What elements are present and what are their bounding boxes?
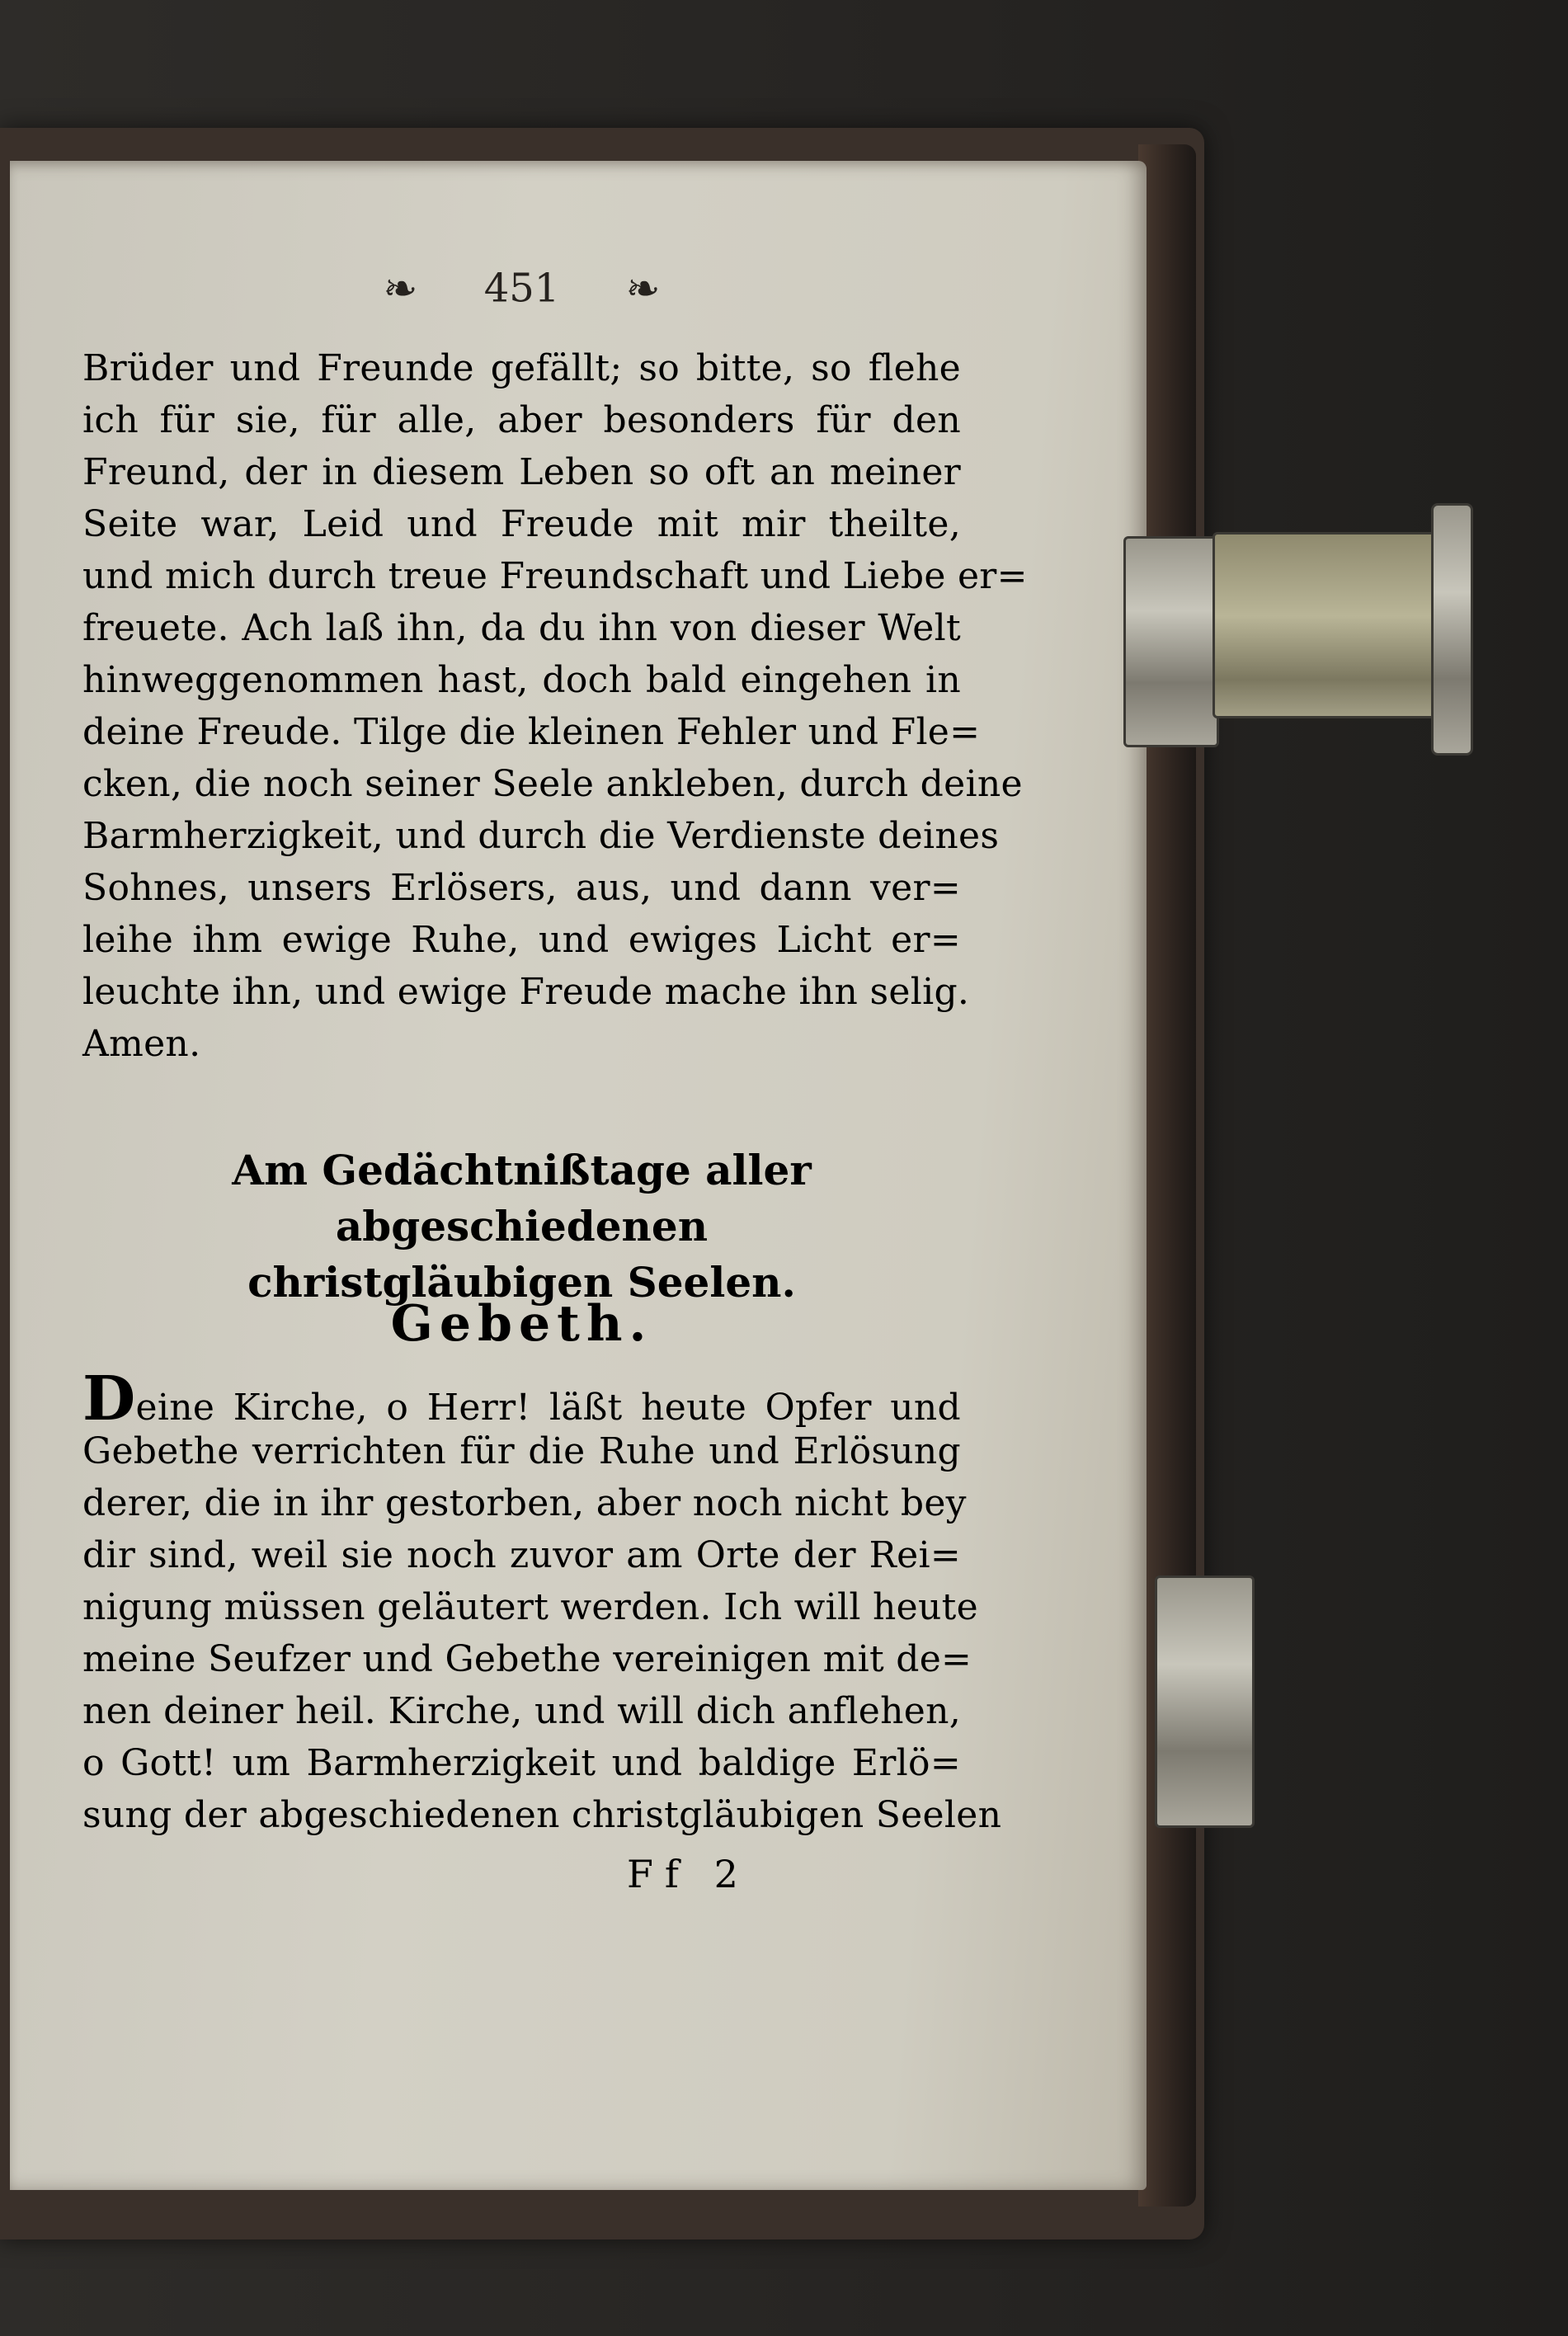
text-line: Seite war, Leid und Freude mit mir theilte, <box>82 503 961 545</box>
text-line: freuete. Ach laß ihn, da du ihn von dieser Welt <box>82 607 961 649</box>
text-line: derer, die in ihr gestorben, aber noch nicht bey <box>82 1482 967 1524</box>
paragraph-1 <box>82 342 1028 1070</box>
page-number: 451 <box>483 265 560 312</box>
text-line: Barmherzigkeit, und durch die Verdienste deines <box>82 815 1000 857</box>
right-ornament-icon: ❧ <box>625 264 661 313</box>
text-line: und mich durch treue Freundschaft und Liebe er= <box>82 555 1028 597</box>
text-line: nigung müssen geläutert werden. Ich will heute <box>82 1586 978 1628</box>
clasp-hinge-top <box>1123 536 1219 747</box>
text-line-first <box>82 1363 961 1434</box>
text-line: hinweggenommen hast, doch bald eingehen in <box>82 659 961 701</box>
text-line: meine Seufzer und Gebethe vereinigen mit de= <box>82 1638 972 1680</box>
paragraph-2 <box>82 1363 1002 1841</box>
text-line: leuchte ihn, und ewige Freude mache ihn selig. <box>82 971 970 1013</box>
section-title-line-1: Am Gedächtnißtage aller abgeschiedenen <box>232 1146 812 1250</box>
text-line: Freund, der in diesem Leben so oft an meiner <box>82 451 961 493</box>
text-line: deine Freude. Tilge die kleinen Fehler und Fle= <box>82 711 981 753</box>
text-line: Gebethe verrichten für die Ruhe und Erlösung <box>82 1430 961 1472</box>
page-header <box>82 262 961 320</box>
text-line: Brüder und Freunde gefällt; so bitte, so flehe <box>82 347 961 389</box>
text-line: o Gott! um Barmherzigkeit und baldige Erlö= <box>82 1742 961 1784</box>
text-line: Amen. <box>82 1023 201 1065</box>
section-title <box>82 1142 961 1311</box>
text-line: Sohnes, unsers Erlösers, aus, und dann ver= <box>82 867 961 909</box>
text-line: leihe ihm ewige Ruhe, und ewiges Licht er= <box>82 919 961 961</box>
drop-cap: D <box>82 1363 136 1434</box>
clasp-plate <box>1212 532 1453 718</box>
clasp-tab <box>1431 503 1473 756</box>
prayer-heading: Gebeth. <box>390 1295 653 1353</box>
text-line: dir sind, weil sie noch zuvor am Orte der Rei= <box>82 1534 961 1576</box>
text-line: sung der abgeschiedenen christgläubigen Seelen <box>82 1794 1002 1836</box>
signature-mark: Ff 2 <box>627 1852 750 1896</box>
book-cover-edge <box>1138 144 1196 2206</box>
section-title-line-2: christgläubigen Seelen. <box>247 1258 796 1307</box>
clasp-hinge-bottom <box>1155 1575 1255 1828</box>
text-line: nen deiner heil. Kirche, und will dich anflehen, <box>82 1690 961 1732</box>
text-line: ich für sie, für alle, aber besonders für den <box>82 399 961 441</box>
first-line-text: eine Kirche, o Herr! läßt heute Opfer und <box>135 1387 961 1429</box>
text-line: cken, die noch seiner Seele ankleben, durch deine <box>82 763 1023 805</box>
left-ornament-icon: ❧ <box>383 264 418 313</box>
